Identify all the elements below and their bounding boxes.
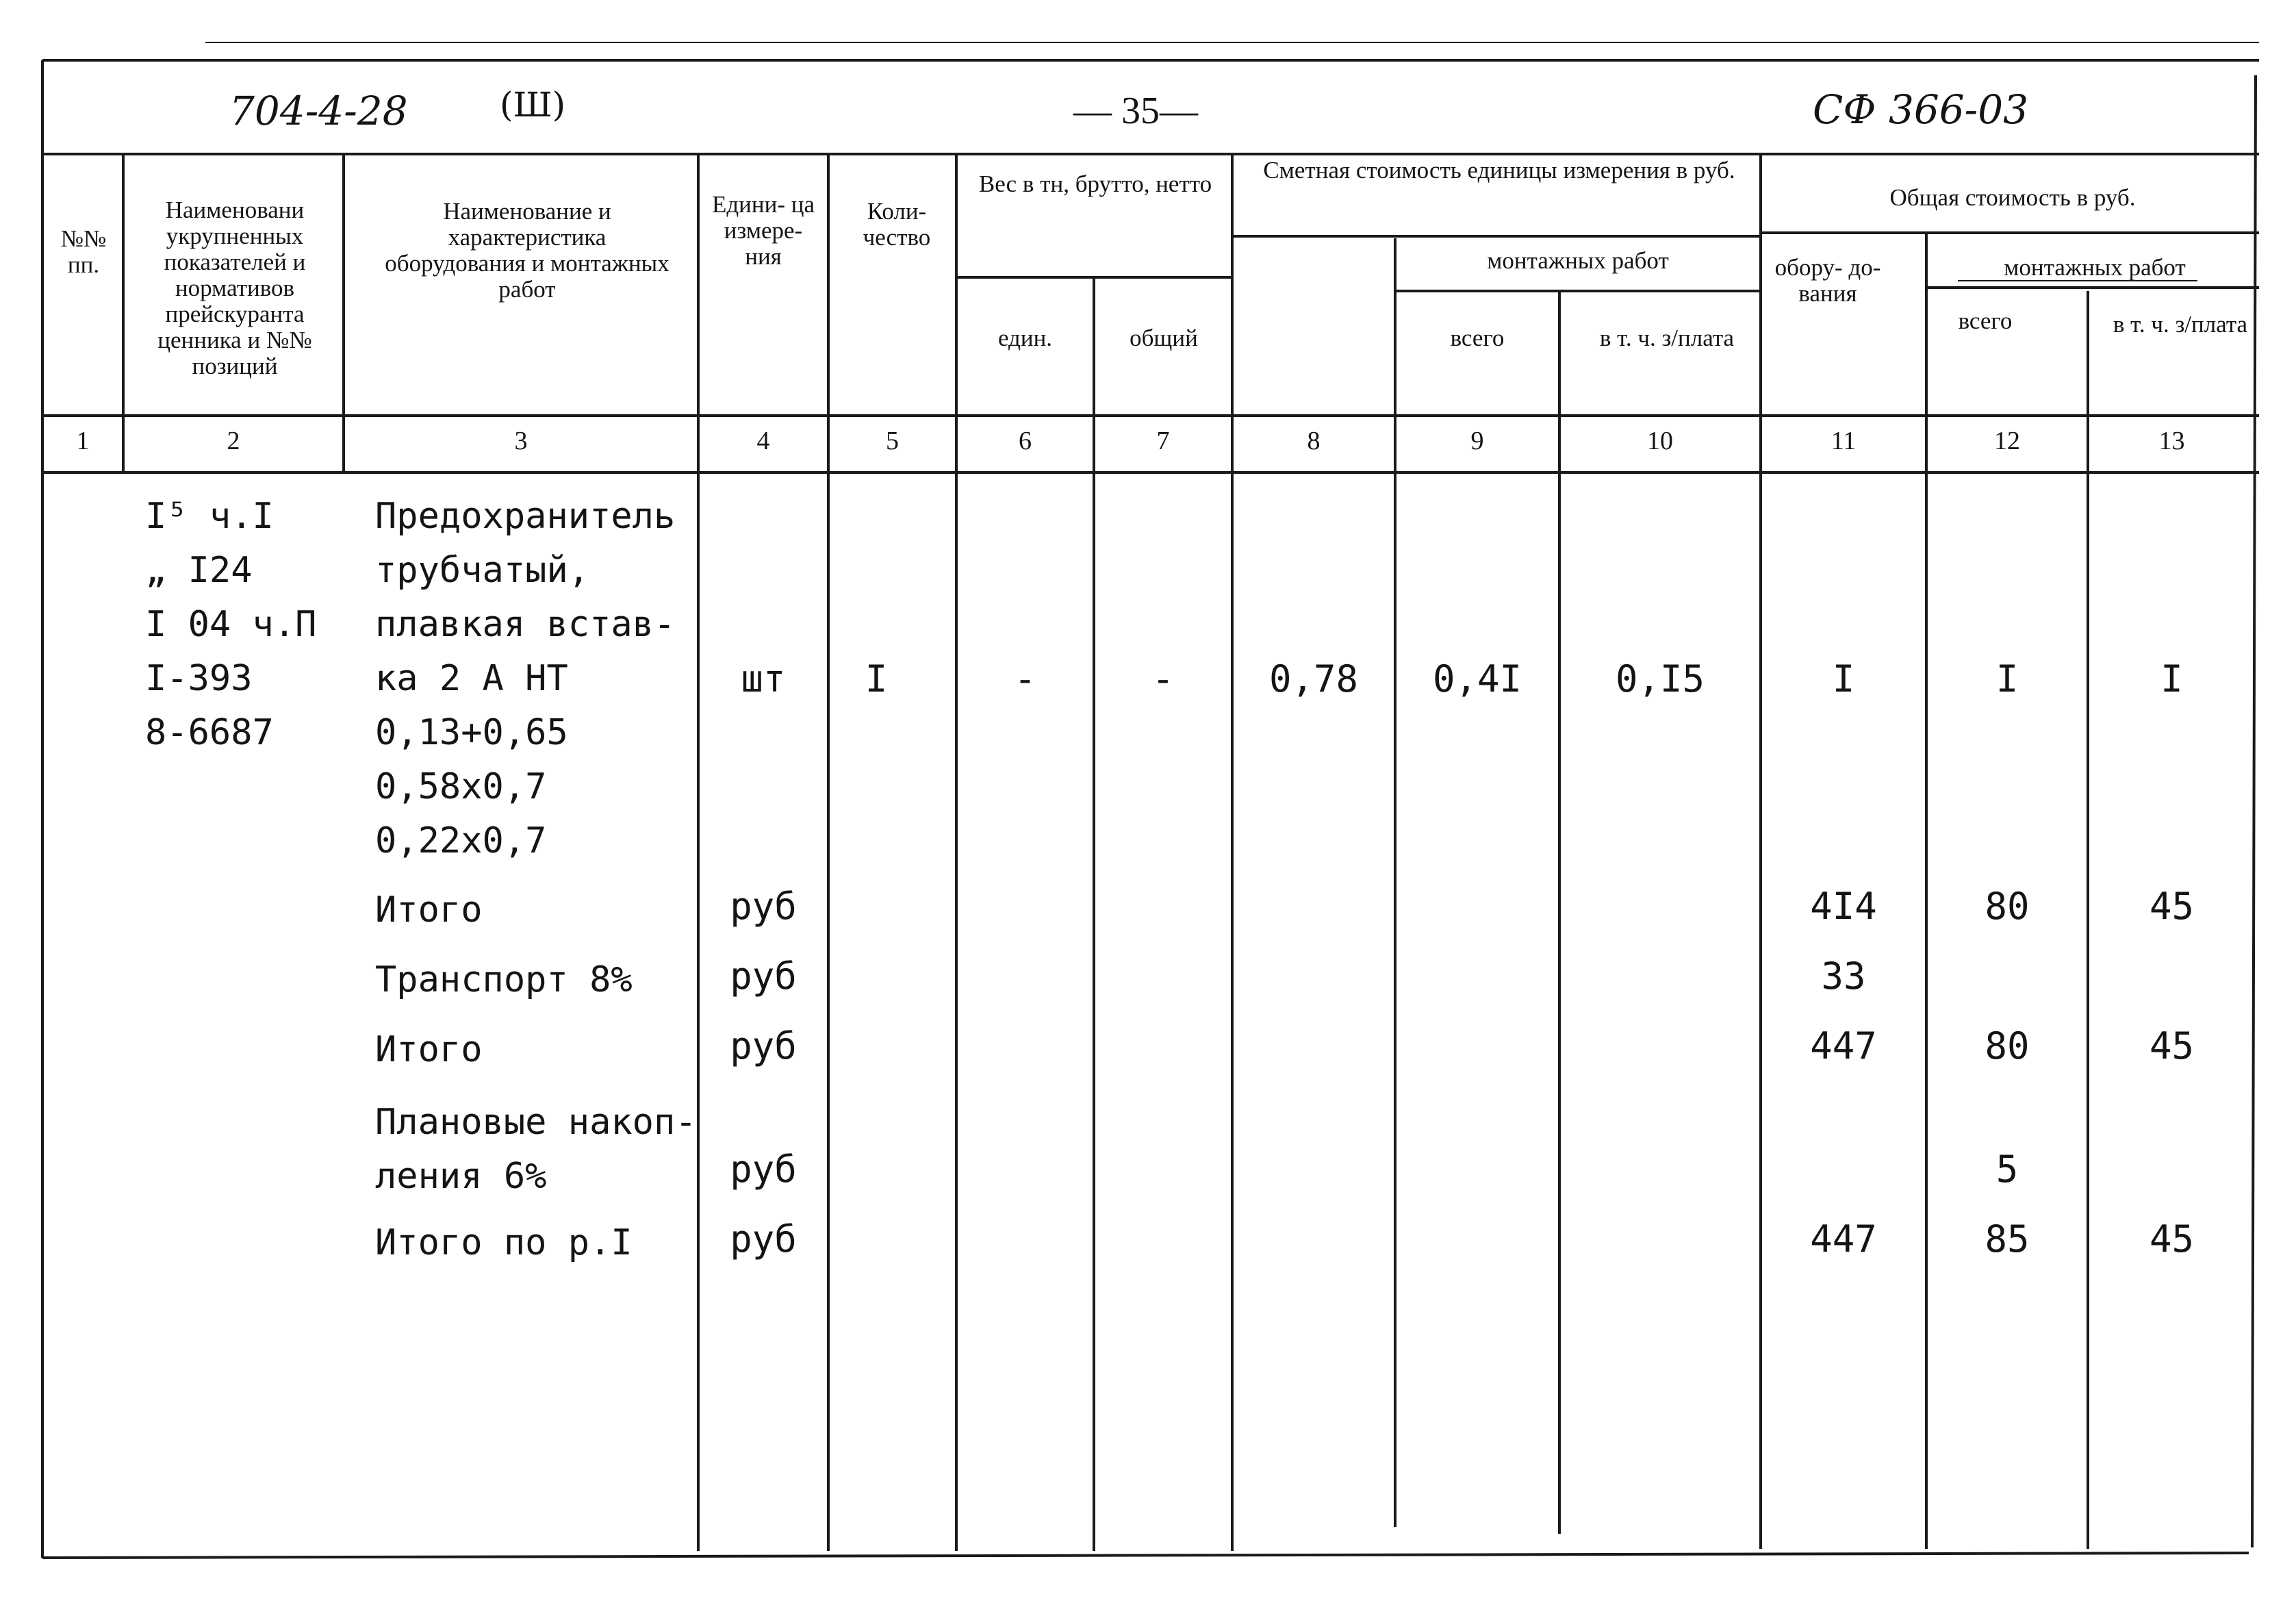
summary-wage: 45 [2149, 885, 2195, 928]
summary-install: 85 [1985, 1217, 2030, 1261]
col-header-6: един. [997, 325, 1053, 351]
item-ref-2: „ I24 [145, 550, 253, 591]
item-name-line-4: ка 2 А НТ [375, 658, 568, 699]
summary-install: 80 [1985, 1024, 2030, 1067]
col-number-5: 5 [886, 427, 899, 455]
summary-unit: руб [730, 1024, 797, 1067]
col-header-2: Наименовани укрупненных показателей и нормативов прейскуранта ценника и №№ позиций [157, 197, 312, 379]
item-total-install: I [1995, 657, 2019, 700]
item-name-line-3: плавкая встав- [375, 604, 676, 645]
col-number-9: 9 [1470, 427, 1484, 455]
summary-equipment: 4I4 [1810, 885, 1877, 928]
item-ref-1: I⁵ ч.I [145, 496, 274, 537]
item-name-line-6: 0,58х0,7 [375, 766, 547, 807]
summary-unit: руб [730, 955, 797, 998]
project-code: 704-4-28 [229, 88, 408, 134]
col-number-6: 6 [1019, 427, 1032, 455]
col-number-11: 11 [1831, 427, 1857, 455]
part-label: (Ш) [500, 85, 566, 125]
col-header-unit-cost: Сметная стоимость единицы измерения в руб. [1263, 157, 1735, 184]
item-name-line-2: трубчатый, [375, 550, 590, 591]
item-weight-total: - [1151, 657, 1175, 700]
col-header-unit-install: монтажных работ [1487, 247, 1669, 274]
col-header-12: всего [1958, 307, 2013, 334]
col-header-10: в т. ч. з/плата [1599, 325, 1735, 351]
col-header-3: Наименование и характеристика оборудования и монтажных работ [385, 198, 669, 303]
item-unit: шт [741, 657, 786, 700]
col-header-9: всего [1450, 325, 1505, 351]
summary-label-subtotal: Итого [375, 889, 483, 931]
item-name-line-7: 0,22х0,7 [375, 820, 547, 861]
summary-label-transport: Транспорт 8% [375, 959, 633, 1000]
summary-label-subtotal: Итого [375, 1029, 483, 1070]
col-number-4: 4 [756, 427, 770, 455]
col-header-7: общий [1130, 325, 1198, 351]
col-header-5: Коли- чество [863, 198, 931, 251]
summary-unit: руб [730, 885, 797, 928]
col-number-10: 10 [1647, 427, 1673, 455]
item-ref-5: 8-6687 [145, 712, 274, 753]
col-header-total-cost: Общая стоимость в руб. [1889, 184, 2136, 211]
sheet-code: СФ 366-03 [1813, 86, 2029, 133]
summary-unit: руб [730, 1148, 797, 1191]
summary-label-section-total: Итого по р.I [375, 1222, 633, 1263]
item-ref-4: I-393 [145, 658, 253, 699]
summary-equipment: 447 [1810, 1217, 1877, 1261]
item-weight-unit: - [1014, 657, 1036, 700]
col-number-1: 1 [76, 427, 90, 455]
item-cost-install: 0,4I [1432, 657, 1522, 700]
item-total-wage: I [2160, 657, 2183, 700]
summary-label-savings: Плановые накоп- [375, 1102, 697, 1143]
summary-label-savings-cont: ления 6% [375, 1156, 547, 1197]
col-number-12: 12 [1994, 427, 2020, 455]
item-name-line-5: 0,13+0,65 [375, 712, 568, 753]
col-header-1: №№ пп. [60, 225, 107, 278]
summary-wage: 45 [2149, 1217, 2195, 1261]
item-cost-wage: 0,I5 [1615, 657, 1705, 700]
col-header-11: обору- до- вания [1774, 254, 1881, 307]
item-qty: I [865, 657, 888, 700]
summary-wage: 45 [2149, 1024, 2195, 1067]
col-number-7: 7 [1156, 427, 1170, 455]
col-number-8: 8 [1307, 427, 1321, 455]
col-header-13: в т. ч. з/плата [2113, 311, 2248, 338]
col-header-4: Едини- ца измере- ния [711, 191, 815, 270]
summary-equipment: 447 [1810, 1024, 1877, 1067]
item-name-line-1: Предохранитель [375, 496, 676, 537]
col-number-13: 13 [2158, 427, 2185, 455]
summary-unit: руб [730, 1217, 797, 1261]
col-header-weight: Вес в тн, брутто, нетто [978, 170, 1212, 197]
item-ref-3: I 04 ч.П [145, 604, 317, 645]
item-cost-equipment: 0,78 [1268, 657, 1359, 700]
col-number-3: 3 [514, 427, 528, 455]
col-header-install-total: монтажных работ [2004, 254, 2186, 281]
summary-install: 5 [1995, 1148, 2019, 1191]
page-number: — 35— [1073, 90, 1198, 132]
summary-equipment: 33 [1821, 955, 1866, 998]
item-total-equipment: I [1832, 657, 1855, 700]
summary-install: 80 [1985, 885, 2030, 928]
col-number-2: 2 [227, 427, 240, 455]
